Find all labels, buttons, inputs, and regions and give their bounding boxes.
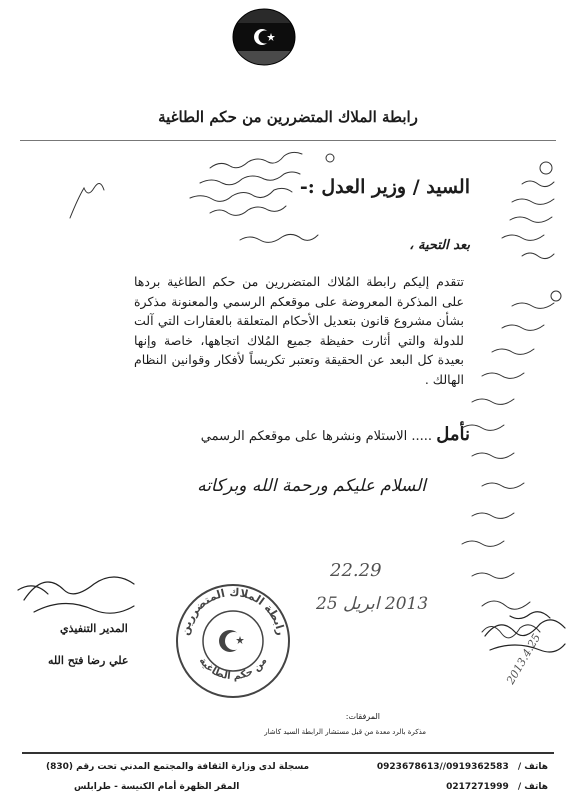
fax-number: 0217271999 xyxy=(446,782,509,792)
organization-stamp xyxy=(174,582,292,700)
handwritten-notes-margin xyxy=(452,156,570,676)
attachments-text: مذكرة بالرد معدة من قبل مستشار الرابطة السيد كاشار xyxy=(264,728,426,736)
stamp-crescent-icon xyxy=(219,630,244,652)
signature-scribble-right xyxy=(480,606,570,666)
letter-request xyxy=(201,424,470,445)
svg-text:من حكم الطاغية xyxy=(197,656,270,683)
header-divider xyxy=(20,140,556,141)
crescent-star-logo-icon xyxy=(232,8,296,66)
handwritten-bottom-date: 2013.4.25 xyxy=(504,631,544,687)
letter-body: تتقدم إليكم رابطة المُلاك المتضررين من حكم الطاغية بردها على المذكرة المعروضة على موقعكم الرسمي والمعنونة مذكرة بشأن مشروع قانون بتعديل الأحكام المتعلقة بالعقارات التي آلت للدولة والتي أثارت حفيظة جميع المُلاك اتجاهها، خاصة وإنها بعيدة كل البعد عن الحقيقة وتعتبر تكريساً لأفكار وقوانين النظام الهالك . xyxy=(134,274,464,387)
fax-label: هاتف / xyxy=(517,782,548,792)
footer-divider xyxy=(22,752,554,754)
request-emphasis: نأمل xyxy=(436,424,470,445)
letter-greeting: بعد التحية ، xyxy=(409,238,470,253)
signer-title: المدير التنفيذي xyxy=(60,622,128,635)
footer-fax xyxy=(446,782,548,792)
stamp-bottom-text: من حكم الطاغية xyxy=(196,655,270,683)
stamp-top-text: رابطة الملاك المتضررين xyxy=(178,585,288,637)
signer-name: علي رضا فتح الله xyxy=(48,654,129,667)
handwritten-number: 22.29 xyxy=(330,560,382,581)
signature-scribble xyxy=(14,560,144,630)
footer-phone xyxy=(377,762,548,772)
handwritten-date: 2013 ابريل 25 xyxy=(316,594,429,614)
phone-label: هاتف / xyxy=(517,762,548,772)
footer-address: المقر الظهرة أمام الكنيسة - طرابلس xyxy=(74,782,240,792)
phone-numbers: 0923678613//0919362583 xyxy=(376,762,509,772)
organization-name: رابطة الملاك المتضررين من حكم الطاغية xyxy=(158,108,418,126)
attachments-label: المرفقات: xyxy=(345,712,380,721)
letter-closing: السلام عليكم ورحمة الله وبركاته xyxy=(197,476,426,496)
handwritten-notes-top xyxy=(60,148,360,258)
letter-recipient: السيد / وزير العدل :- xyxy=(299,176,470,198)
footer-registration: مسجلة لدى وزارة الثقافة والمجتمع المدني تحت رقم (830) xyxy=(46,762,310,772)
request-text: ..... الاستلام ونشرها على موقعكم الرسمي xyxy=(200,429,433,444)
